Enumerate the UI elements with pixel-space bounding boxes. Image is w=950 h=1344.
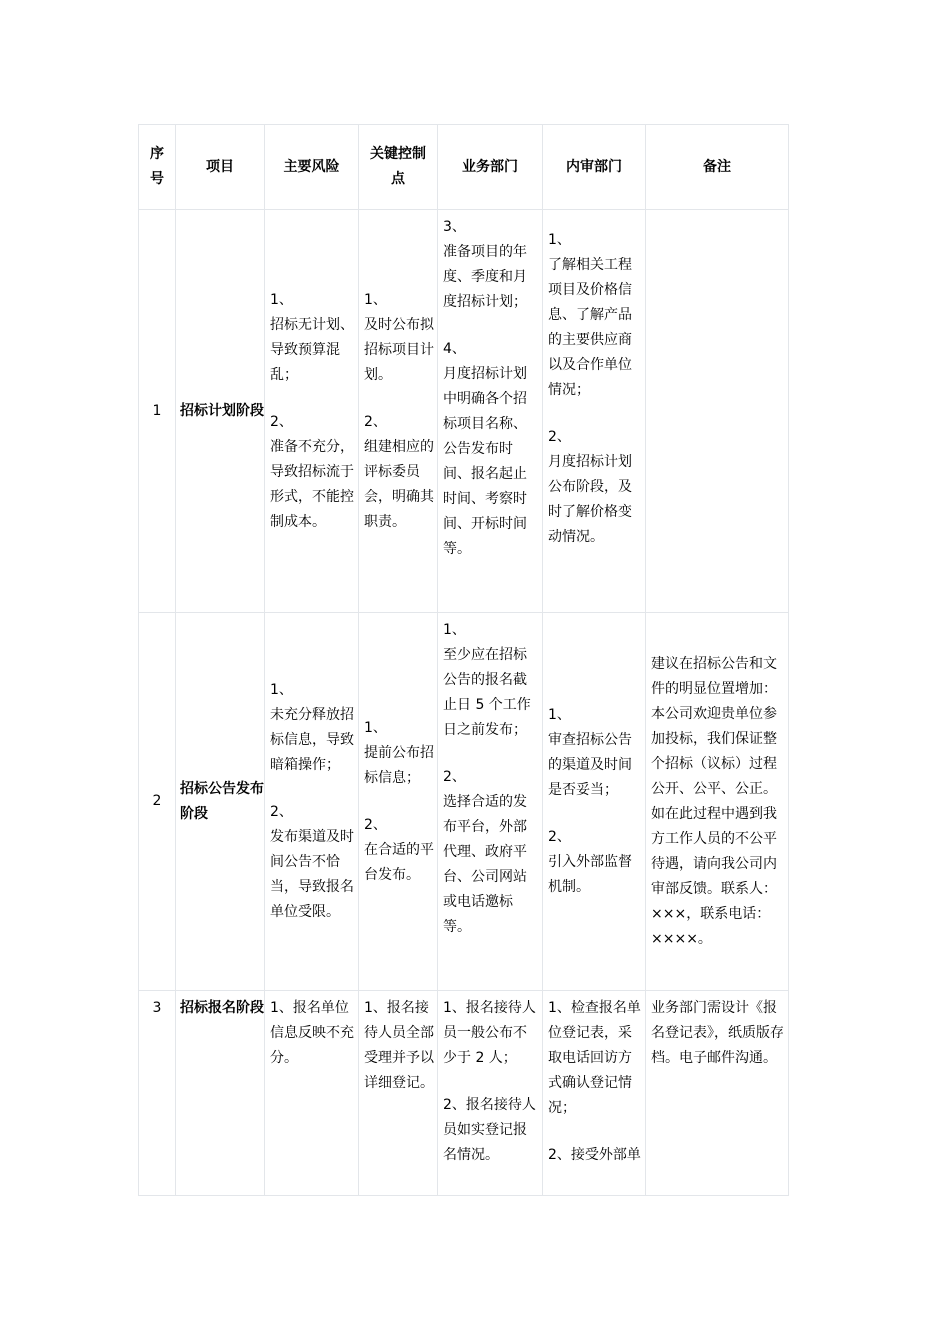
table-row	[139, 613, 789, 991]
header-audit: 内审部门	[543, 125, 646, 210]
row-risk: 1、 未充分释放招标信息，导致暗箱操作； 2、 发布渠道及时间公告不恰当，导致报名单位受限。	[265, 613, 359, 991]
row-business: 1、报名接待人员一般公布不少于 2 人； 2、报名接待人员如实登记报名情况。	[438, 991, 543, 1196]
row-business: 1、 至少应在招标公告的报名截止日 5 个工作日之前发布； 2、 选择合适的发布平台，外部代理、政府平台、公司网站或电话邀标等。	[438, 613, 543, 991]
row-audit: 1、 了解相关工程项目及价格信息、了解产品的主要供应商以及合作单位情况； 2、 月度招标计划公布阶段，及时了解价格变动情况。	[543, 210, 646, 613]
risk-control-table	[138, 124, 789, 1196]
row-risk: 1、 招标无计划、导致预算混乱； 2、 准备不充分，导致招标流于形式，不能控制成本。	[265, 210, 359, 613]
row-no: 3	[139, 991, 176, 1196]
table-header-row	[139, 125, 789, 210]
header-item: 项目	[176, 125, 265, 210]
header-risk: 主要风险	[265, 125, 359, 210]
row-control: 1、报名接待人员全部受理并予以详细登记。	[359, 991, 438, 1196]
header-no: 序号	[139, 125, 176, 210]
row-remark: 建议在招标公告和文件的明显位置增加：本公司欢迎贵单位参加投标，我们保证整个招标（议标）过程公开、公平、公正。如在此过程中遇到我方工作人员的不公平待遇，请向我公司内审部反馈。联系人：×××，联系电话：××××。	[646, 613, 789, 991]
row-item: 招标计划阶段	[176, 210, 265, 613]
row-remark	[646, 210, 789, 613]
row-item: 招标公告发布阶段	[176, 613, 265, 991]
table-row	[139, 210, 789, 613]
header-business: 业务部门	[438, 125, 543, 210]
row-risk: 1、报名单位信息反映不充分。	[265, 991, 359, 1196]
row-control: 1、 及时公布拟招标项目计划。 2、 组建相应的评标委员会，明确其职责。	[359, 210, 438, 613]
header-remark: 备注	[646, 125, 789, 210]
row-no: 1	[139, 210, 176, 613]
table-row	[139, 991, 789, 1196]
row-audit: 1、 审查招标公告的渠道及时间是否妥当； 2、 引入外部监督机制。	[543, 613, 646, 991]
header-control: 关键控制点	[359, 125, 438, 210]
row-no: 2	[139, 613, 176, 991]
row-audit: 1、检查报名单位登记表，采取电话回访方式确认登记情况； 2、接受外部单	[543, 991, 646, 1196]
row-business: 3、 准备项目的年度、季度和月度招标计划； 4、 月度招标计划中明确各个招标项目名称、公告发布时间、报名起止时间、考察时间、开标时间等。	[438, 210, 543, 613]
row-remark: 业务部门需设计《报名登记表》，纸质版存档。电子邮件沟通。	[646, 991, 789, 1196]
row-control: 1、 提前公布招标信息； 2、 在合适的平台发布。	[359, 613, 438, 991]
row-item: 招标报名阶段	[176, 991, 265, 1196]
